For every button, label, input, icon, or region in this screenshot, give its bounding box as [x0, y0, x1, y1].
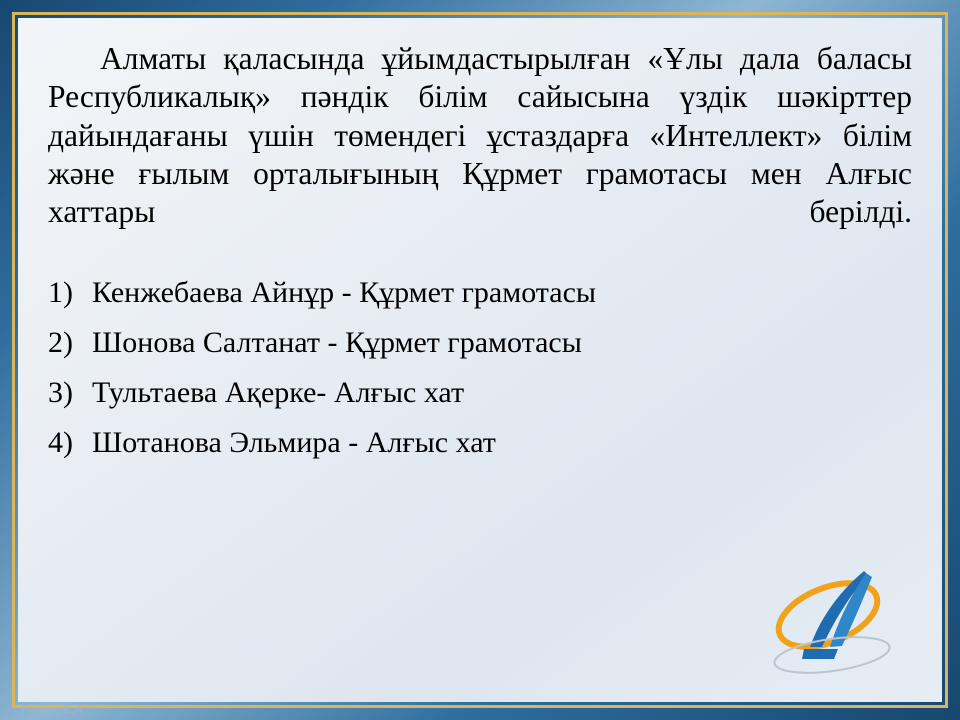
- list-item-number: 2): [48, 325, 73, 359]
- body-paragraph: Алматы қаласында ұйымдастырылған «Ұлы дала баласы Республикалық» пәндік білім сайысына үздік шәкірттер дайындағаны үшін төмендегі ұстаздарға «Интеллект» білім және ғылым орталығының Құрмет грамотасы мен Алғыс хаттары берілді.: [48, 41, 912, 230]
- list-item: [48, 276, 912, 309]
- list-item-number: 3): [48, 375, 73, 409]
- slide-content: [18, 18, 942, 702]
- list-item: [48, 376, 912, 409]
- author-credit: Ранько Е.А.: [22, 704, 87, 716]
- list-item-label: Тультаева Ақерке- Алғыс хат: [92, 375, 465, 409]
- feather-logo-icon: [746, 563, 916, 678]
- list-item-label: Шонова Салтанат - Құрмет грамотасы: [92, 325, 582, 359]
- list-item: [48, 326, 912, 359]
- list-item-number: 1): [48, 275, 73, 309]
- list-item-number: 4): [48, 425, 73, 459]
- list-item: [48, 426, 912, 459]
- award-list: [48, 276, 912, 459]
- list-item-label: Кенжебаева Айнұр - Құрмет грамотасы: [92, 275, 597, 309]
- list-item-label: Шотанова Эльмира - Алғыс хат: [92, 425, 496, 459]
